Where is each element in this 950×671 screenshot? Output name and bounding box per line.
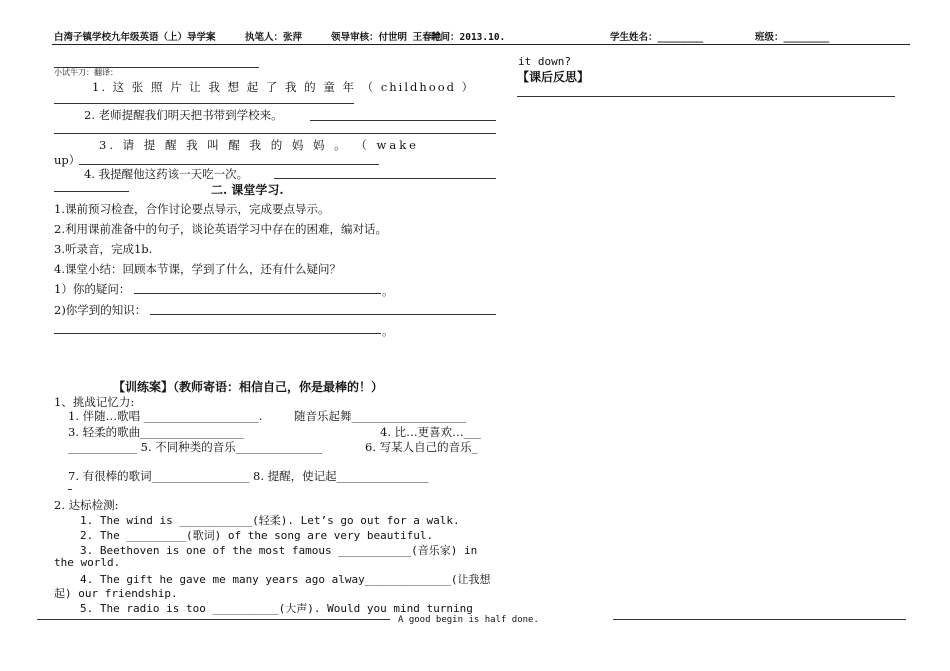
answer-line [79,164,379,165]
practice-q1: 1. 这 张 照 片 让 我 想 起 了 我 的 童 年 （ childhood ） [92,80,476,94]
training-title: 【训练案】（教师寄语：相信自己，你是最棒的！） [113,380,384,394]
check-3: 3. Beethoven is one of the most famous ___________(音乐家) in [80,544,478,557]
check-5: 5. The radio is too __________(大声). Would you mind turning [80,602,473,615]
continuation: it down? [518,55,571,68]
answer-line [150,314,496,315]
class-field: 班级：________ [755,32,830,43]
memory-5: ____________ 5. 不同种类的音乐_______________ [68,440,323,454]
answer-line [68,489,72,490]
check-2: 2. The _________(歌词) of the song are very beautiful. [80,529,434,542]
classroom-item-2: 2.利用课前准备中的句子，谈论英语学习中存在的困难，编对话。 [54,222,387,236]
check-3-cont: the world. [54,556,121,569]
author: 执笔人：张萍 [245,32,303,43]
footer-rule-right [613,619,906,620]
practice-q2: 2. 老师提醒我们明天把书带到学校来。 [84,108,283,122]
question-label: 1）你的疑问： [54,282,131,296]
practice-q3: 3. 请 提 醒 我 叫 醒 我 的 妈 妈 。 （ wake [99,138,419,152]
reflection-line [517,96,895,97]
answer-line [54,103,354,104]
date: 时间：2013.10. [431,32,506,43]
check-1: 1. The wind is ___________(轻柔). Let’s go out for a walk. [80,514,460,527]
check-4-cont: 起) our friendship. [54,587,178,600]
classroom-item-3: 3.听录音，完成1b. [54,242,153,256]
reflection-title: 【课后反思】 [517,70,590,84]
answer-line [134,293,381,294]
answer-line [54,133,496,134]
header-rule [52,44,910,45]
answer-line [54,191,129,192]
school-title: 白湾子镇学校九年级英语（上）导学案 [54,32,216,43]
practice-q4: 4. 我提醒他这药该一天吃一次。 [84,167,249,181]
answer-line [274,178,496,179]
period: 。 [382,324,394,338]
answer-line [310,120,496,121]
memory-4: 4. 比…更喜欢…___ [380,425,481,439]
knowledge-label: 2)你学到的知识： [54,303,147,317]
student-name-field: 学生姓名：________ [610,32,704,43]
memory-3: 3. 轻柔的歌曲__________________ [68,425,244,439]
period: 。 [382,284,394,298]
memory-7-8: 7. 有很棒的歌词_________________ 8. 提醒，使记起________________ [68,469,429,483]
check-4: 4. The gift he gave me many years ago alway_____________(让我想 [80,573,491,586]
practice-q3-cont: up） [54,153,81,167]
classroom-item-1: 1.课前预习检查，合作讨论要点导示，完成要点导示。 [54,202,330,216]
review: 领导审核：付世明 王春艳 [331,32,442,43]
practice-label: 小试牛刀：翻译： [54,68,118,77]
memory-6: 6. 写某人自己的音乐_ [365,440,478,454]
memory-2: 随音乐起舞____________________ [294,409,467,423]
classroom-title: 二. 课堂学习. [211,183,284,197]
footer-motto: A good begin is half done. [398,615,539,625]
challenge-label: 1、挑战记忆力: [54,395,135,409]
classroom-item-4: 4.课堂小结：回顾本节课，学到了什么，还有什么疑问？ [54,262,341,276]
footer-rule-left [37,619,390,620]
answer-line [54,333,381,334]
check-label: 2. 达标检测: [54,498,119,512]
memory-1: 1. 伴随…歌唱 ____________________. [68,409,263,423]
